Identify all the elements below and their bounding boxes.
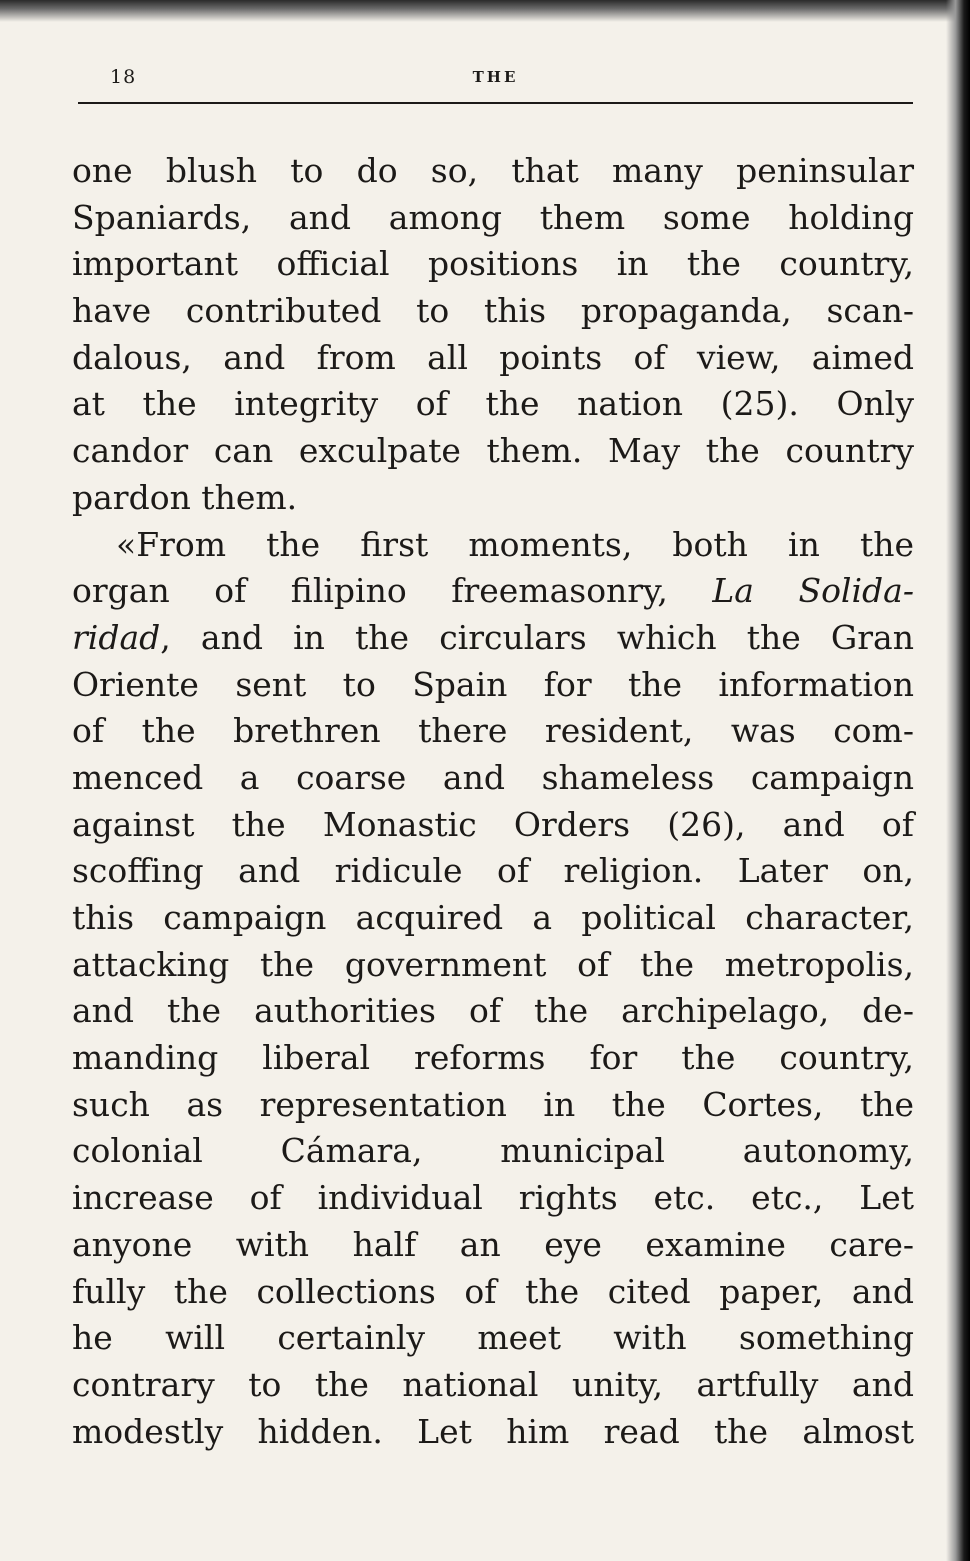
- text-segment: have contributed to this propaganda, scan-: [72, 291, 914, 331]
- text-line: [72, 708, 914, 755]
- text-segment: of the brethren there resident, was com-: [72, 711, 914, 751]
- italic-text-segment: ridad: [72, 617, 161, 657]
- running-head: [78, 66, 913, 100]
- text-line: [72, 335, 914, 382]
- text-segment: attacking the government of the metropolis,: [72, 944, 914, 984]
- text-line: [72, 475, 914, 522]
- text-line: [72, 755, 914, 802]
- text-segment: pardon them.: [72, 477, 298, 517]
- text-line: [72, 428, 914, 475]
- text-line: [72, 1409, 914, 1456]
- text-segment: fully the collections of the cited paper, and: [72, 1271, 914, 1311]
- text-segment: organ of filipino freemasonry,: [72, 571, 713, 611]
- text-line: [72, 942, 914, 989]
- text-line: [72, 568, 914, 615]
- text-segment: Spaniards, and among them some holding: [72, 197, 914, 237]
- text-segment: important official positions in the country,: [72, 244, 914, 284]
- text-segment: and the authorities of the archipelago, de-: [72, 991, 914, 1031]
- text-line: [72, 848, 914, 895]
- header-rule: [78, 102, 913, 104]
- text-segment: this campaign acquired a political character,: [72, 898, 914, 937]
- text-segment: such as representation in the Cortes, the: [72, 1084, 914, 1124]
- text-segment: candor can exculpate them. May the country: [72, 431, 914, 471]
- page-number: 18: [110, 66, 137, 88]
- page-top-shadow: [0, 0, 970, 22]
- text-segment: dalous, and from all points of view, aimed: [72, 337, 914, 377]
- text-line: [72, 148, 914, 195]
- text-line: [72, 1128, 914, 1175]
- text-line: [72, 1269, 914, 1316]
- text-segment: one blush to do so, that many peninsular: [72, 151, 914, 190]
- text-line: [72, 288, 914, 335]
- text-segment: modestly hidden. Let him read the almost: [72, 1411, 914, 1451]
- text-line: [72, 195, 914, 242]
- text-line: [72, 381, 914, 428]
- text-line: [72, 1362, 914, 1409]
- text-segment: increase of individual rights etc. etc., Let: [72, 1178, 914, 1218]
- text-line: [72, 522, 914, 569]
- text-segment: against the Monastic Orders (26), and of: [72, 804, 914, 844]
- text-segment: , and in the circulars which the Gran: [160, 617, 914, 657]
- text-segment: scoffing and ridicule of religion. Later on,: [72, 851, 914, 891]
- text-line: [72, 988, 914, 1035]
- text-line: [72, 1315, 914, 1362]
- body-text: [72, 148, 914, 1455]
- text-line: [72, 802, 914, 849]
- text-line: [72, 1082, 914, 1129]
- text-segment: menced a coarse and shameless campaign: [72, 757, 914, 797]
- text-segment: contrary to the national unity, artfully and: [72, 1364, 914, 1404]
- text-segment: «From the first moments, both in the: [116, 524, 914, 564]
- text-line: [72, 662, 914, 709]
- text-segment: Oriente sent to Spain for the information: [72, 664, 914, 704]
- text-segment: anyone with half an eye examine care-: [72, 1224, 914, 1264]
- italic-text-segment: La Solida-: [712, 571, 914, 611]
- text-segment: colonial Cámara, municipal autonomy,: [72, 1131, 914, 1171]
- text-line: [72, 1035, 914, 1082]
- text-line: [72, 895, 914, 942]
- running-title: THE: [472, 68, 519, 86]
- text-line: [72, 241, 914, 288]
- book-spine-shadow: [946, 0, 970, 1561]
- text-line: [72, 615, 914, 662]
- text-line: [72, 1175, 914, 1222]
- text-segment: manding liberal reforms for the country,: [72, 1038, 914, 1078]
- text-segment: at the integrity of the nation (25). Only: [72, 384, 914, 424]
- text-segment: he will certainly meet with something: [72, 1318, 914, 1358]
- text-line: [72, 1222, 914, 1269]
